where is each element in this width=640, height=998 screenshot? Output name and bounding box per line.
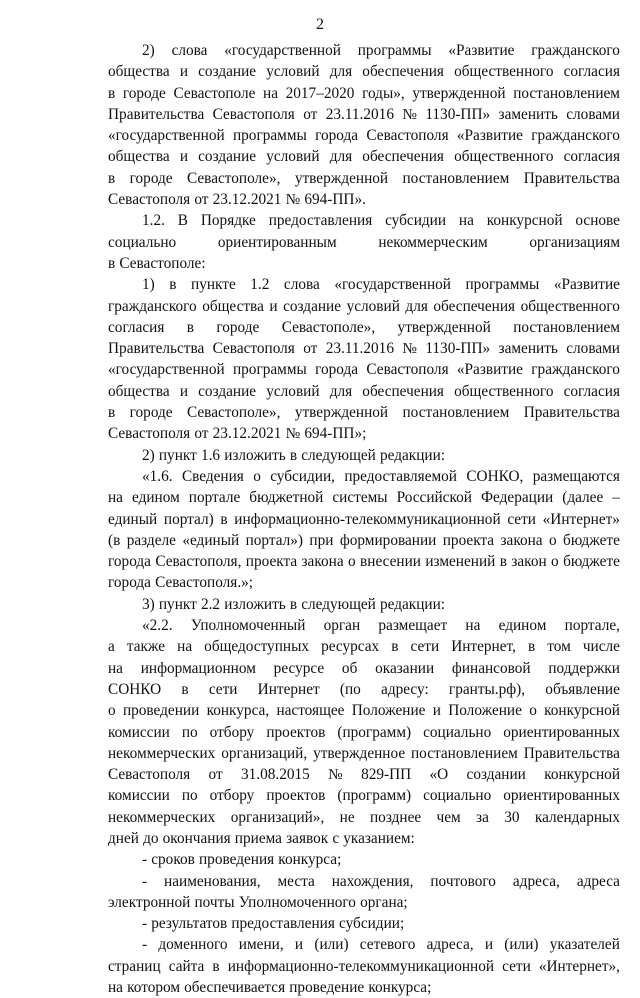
text-line: в городе Севастополе», утвержденной постановлением Правительства (108, 404, 620, 422)
text-line: Правительства Севастополя от 23.11.2016 № 1130-ПП» заменить словами (108, 105, 620, 123)
text-line: а также на общедоступных ресурсах в сети Интернет, в том числе (108, 638, 620, 656)
text-line: некоммерческих организаций», не позднее чем за 30 календарных (108, 808, 620, 826)
text-line: некоммерческих организаций, утвержденное постановлением Правительства (108, 744, 620, 762)
text-line: 1.2. В Порядке предоставления субсидии на конкурсной основе (142, 212, 620, 230)
page-number: 2 (316, 16, 324, 33)
text-line: Правительства Севастополя от 23.11.2016 № 1130-ПП» заменить словами (108, 340, 620, 358)
text-line: общества и создание условий для обеспечения общественного согласия (108, 382, 620, 400)
text-line: общества и создание условий для обеспечения общественного согласия (108, 148, 620, 166)
text-line: гражданского общества и создание условий для обеспечения общественного (108, 297, 620, 315)
text-line: 3) пункт 2.2 изложить в следующей редакции: (142, 595, 446, 613)
text-line: «2.2. Уполномоченный орган размещает на едином портале, (142, 617, 620, 635)
text-line: Севастополя от 31.08.2015 № 829-ПП «О создании конкурсной (108, 766, 620, 784)
text-line: общества и создание условий для обеспечения общественного согласия (108, 63, 620, 81)
text-line: единый портал) в информационно-телекоммуникационной сети «Интернет» (108, 510, 620, 528)
text-line: о проведении конкурса, настоящее Положение и Положение о конкурсной (108, 702, 620, 720)
text-line: - результатов предоставления субсидии; (142, 915, 405, 933)
text-line: комиссии по отбору проектов (программ) социально ориентированных (108, 787, 620, 805)
text-line: на котором обеспечивается проведение конкурса; (108, 979, 432, 997)
text-line: города Севастополя.»; (108, 574, 254, 592)
text-line: города Севастополя, проекта закона о внесении изменений в закон о бюджете (108, 553, 620, 571)
text-line: «государственной программы города Севастополя «Развитие гражданского (108, 127, 620, 145)
text-line: (в разделе «единый портал») при формировании проекта закона о бюджете (108, 531, 620, 549)
text-line: 1) в пункте 1.2 слова «государственной программы «Развитие (142, 276, 620, 294)
text-line: в Севастополе: (108, 254, 206, 272)
text-line: электронной почты Уполномоченного органа; (108, 893, 408, 911)
text-line: - сроков проведения конкурса; (142, 851, 342, 869)
document-body (108, 40, 620, 998)
text-line: согласия в городе Севастополе», утвержденной постановлением (108, 318, 620, 336)
text-line: дней до окончания приема заявок с указанием: (108, 829, 415, 847)
text-line: на едином портале бюджетной системы Российской Федерации (далее – (108, 489, 620, 507)
text-line: комиссии по отбору проектов (программ) социально ориентированных (108, 723, 620, 741)
text-line: «государственной программы города Севастополя «Развитие гражданского (108, 361, 620, 379)
text-line: - наименования, места нахождения, почтового адреса, адреса (142, 872, 620, 890)
text-line: 2) пункт 1.6 изложить в следующей редакции: (142, 446, 446, 464)
text-line: Севастополя от 23.12.2021 № 694-ПП»; (108, 425, 367, 443)
text-line: в городе Севастополе на 2017–2020 годы», утвержденной постановлением (108, 84, 620, 102)
text-line: - доменного имени, и (или) сетевого адреса, и (или) указателей (142, 936, 620, 954)
text-line: социально ориентированным некоммерческим организациям (108, 233, 620, 251)
text-line: на информационном ресурсе об оказании финансовой поддержки (108, 659, 620, 677)
text-line: Севастополя от 23.12.2021 № 694-ПП». (108, 191, 366, 209)
text-line: 2) слова «государственной программы «Развитие гражданского (142, 42, 620, 59)
text-line: в городе Севастополе», утвержденной постановлением Правительства (108, 169, 620, 187)
text-line: СОНКО в сети Интернет (по адресу: гранты.рф), объявление (108, 680, 620, 698)
text-line: страниц сайта в информационно-телекоммуникационной сети «Интернет», (108, 957, 620, 975)
text-line: «1.6. Сведения о субсидии, предоставляемой СОНКО, размещаются (142, 467, 620, 485)
